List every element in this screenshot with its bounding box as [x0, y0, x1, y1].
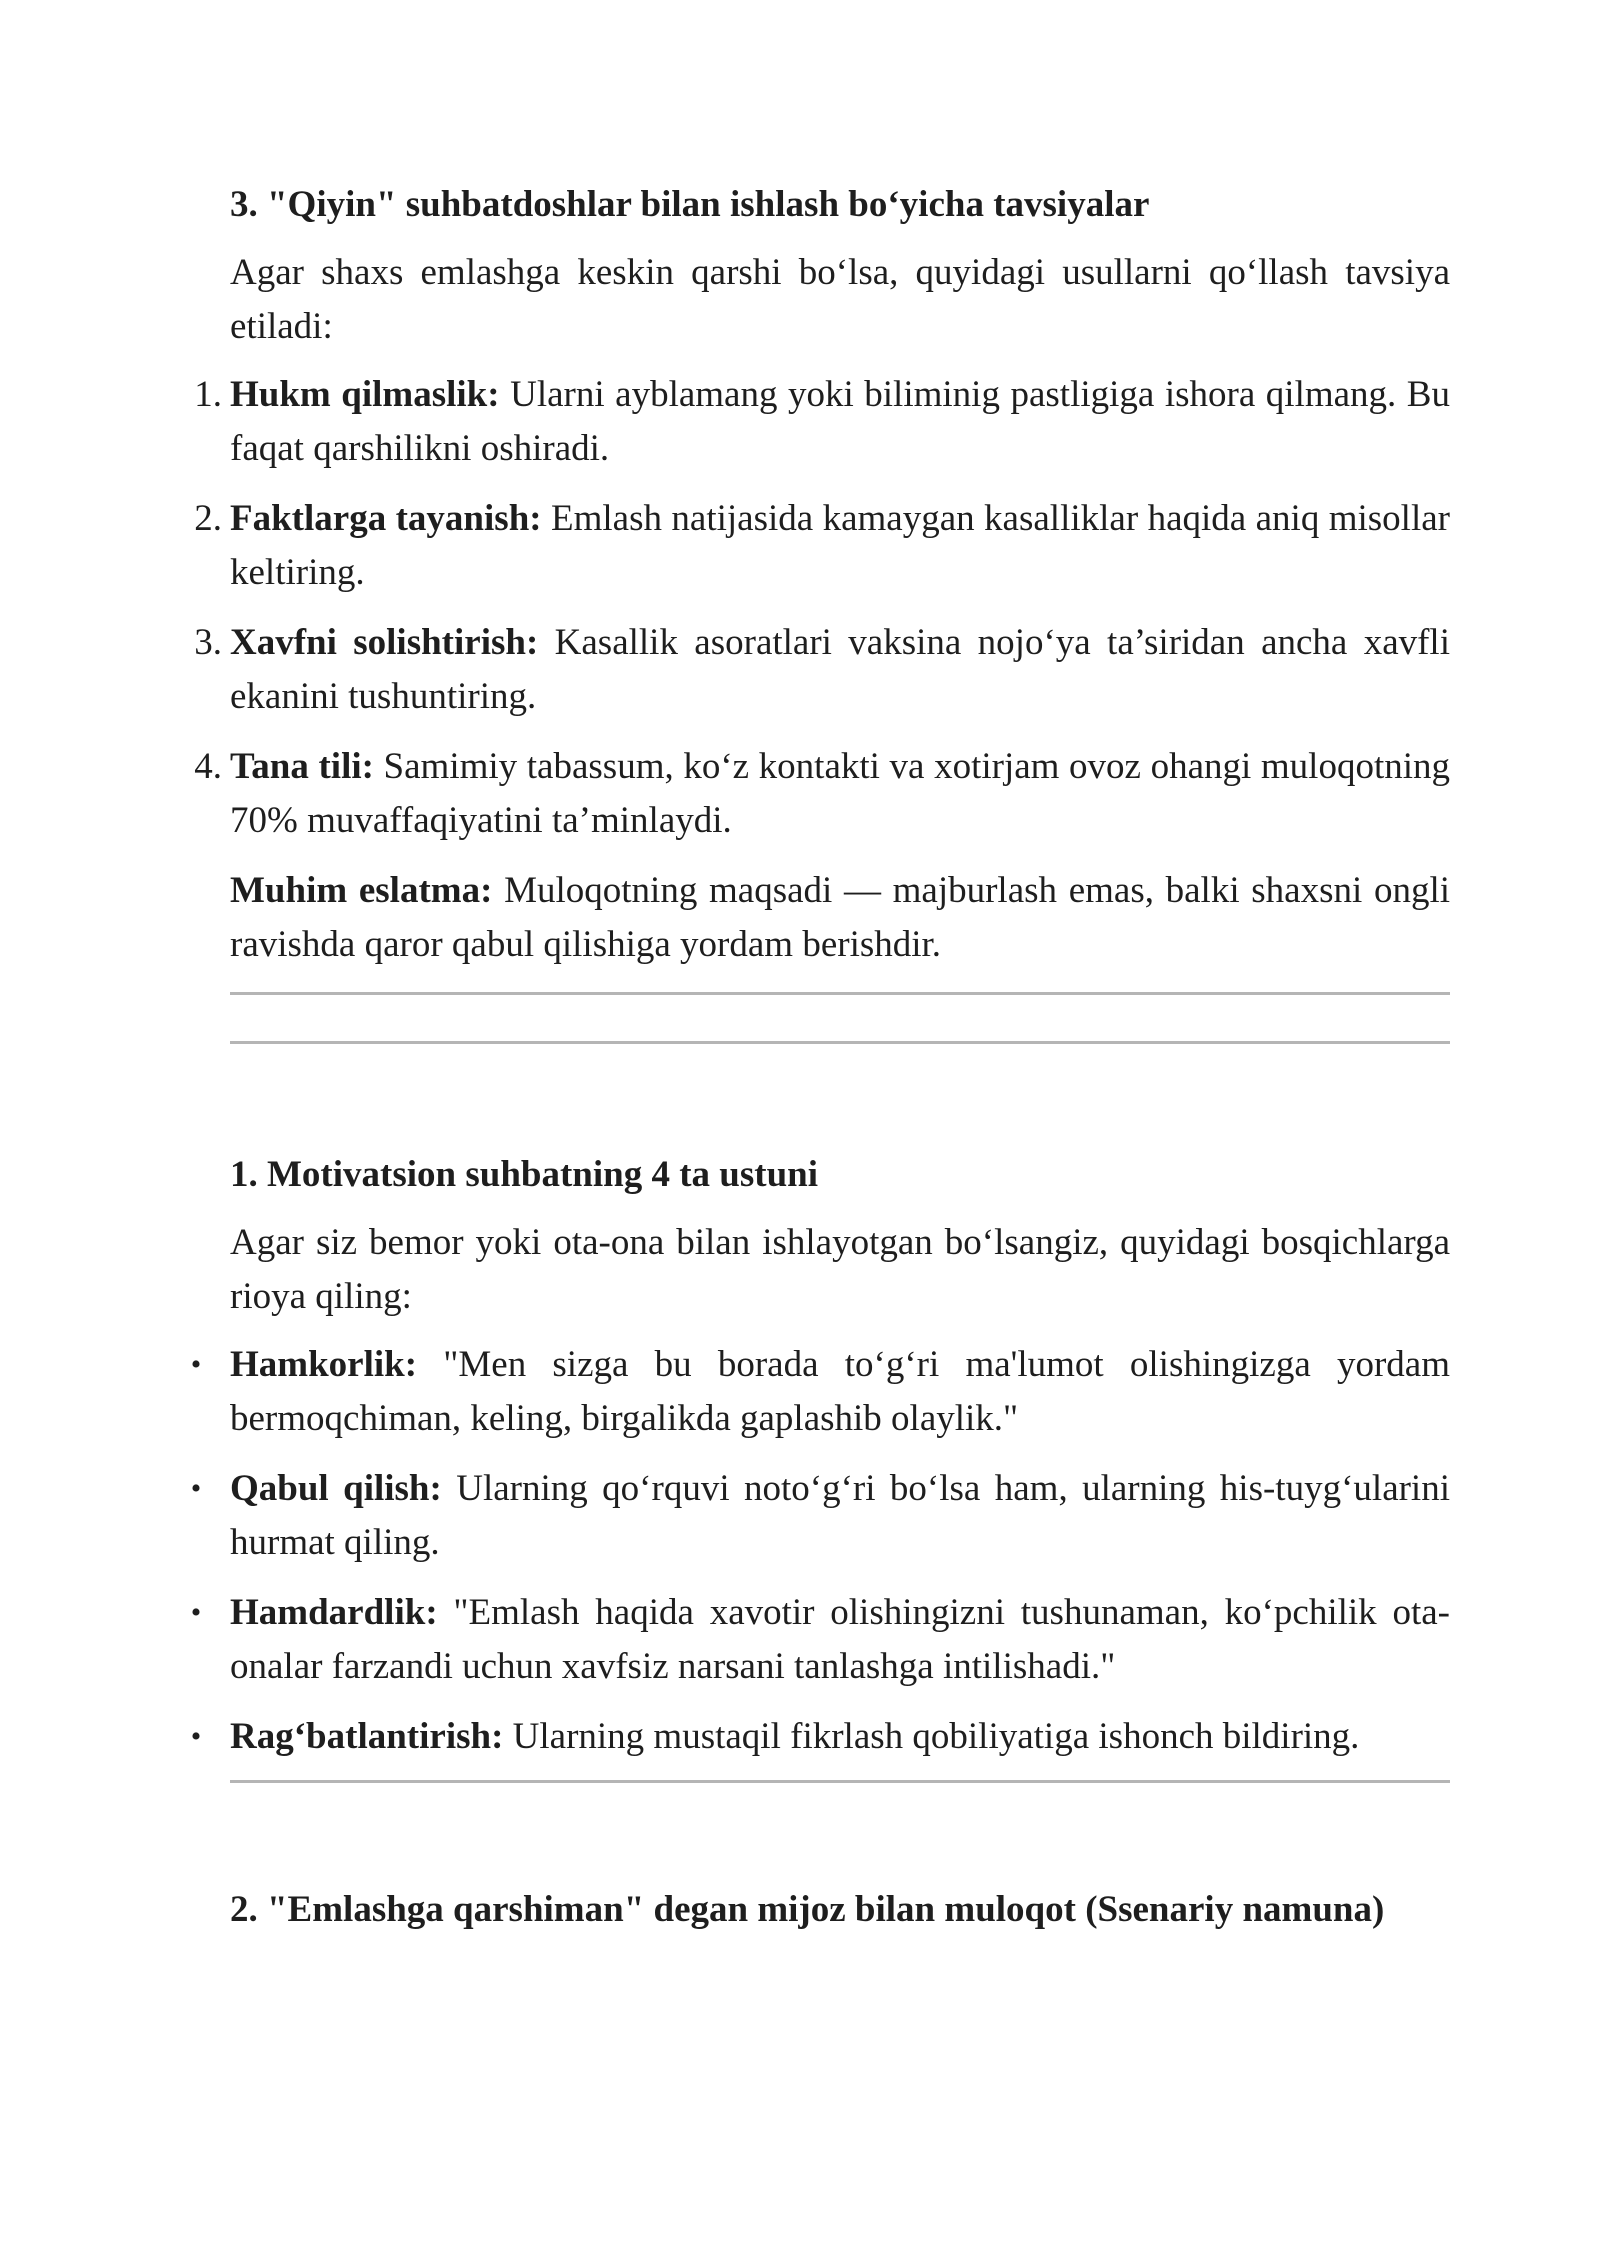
item-term: Faktlarga tayanish: [230, 498, 542, 539]
item-text: Kasallik asoratlari vaksina nojo‘ya ta’siridan ancha xavfli ekanini tushuntiring. [230, 622, 1450, 717]
numbered-list-item [194, 368, 1450, 476]
section-1-intro: Agar siz bemor yoki ota-ona bilan ishlayotgan bo‘lsangiz, quyidagi bosqichlarga rioya qiling: [230, 1222, 1450, 1317]
bullet-list-item [190, 1338, 1450, 1446]
section-3-intro: Agar shaxs emlashga keskin qarshi bo‘lsa, quyidagi usullarni qo‘llash tavsiya etiladi: [230, 252, 1450, 347]
numbered-list-item [194, 492, 1450, 600]
numbered-list-item [194, 740, 1451, 848]
bullet-list-item [190, 1586, 1450, 1694]
item-text: Ularning qo‘rquvi noto‘g‘ri bo‘lsa ham, ularning his-tuyg‘ularini hurmat qiling. [230, 1468, 1450, 1563]
item-term: Hamkorlik: [230, 1344, 418, 1385]
bullet-icon: • [190, 1596, 202, 1629]
item-term: Rag‘batlantirish: [230, 1716, 504, 1757]
note-term: Muhim eslatma: [230, 870, 493, 911]
bullet-icon: • [190, 1720, 202, 1753]
list-number: 2. [194, 498, 222, 539]
list-number: 3. [194, 622, 222, 663]
section-3-heading: 3. "Qiyin" suhbatdoshlar bilan ishlash bo‘yicha tavsiyalar [230, 184, 1150, 225]
horizontal-divider [230, 1780, 1450, 1783]
list-number: 4. [194, 746, 222, 787]
document-content [190, 178, 1451, 1951]
item-term: Tana tili: [230, 746, 374, 787]
item-text: Ularning mustaqil fikrlash qobiliyatiga ishonch bildiring. [503, 1716, 1360, 1757]
numbered-list-item [194, 616, 1450, 724]
section-2-heading: 2. "Emlashga qarshiman" degan mijoz bilan muloqot (Ssenariy namuna) [230, 1889, 1385, 1930]
section-1-bullet-list [190, 1338, 1450, 1764]
section-1-heading: 1. Motivatsion suhbatning 4 ta ustuni [230, 1154, 819, 1195]
item-term: Hamdardlik: [230, 1592, 438, 1633]
bullet-list-item [190, 1710, 1450, 1764]
item-text: Ularni ayblamang yoki biliminig pastligiga ishora qilmang. Bu faqat qarshilikni oshiradi. [230, 374, 1450, 469]
bullet-list-item [190, 1462, 1450, 1570]
bullet-icon: • [190, 1472, 202, 1505]
item-term: Xavfni solishtirish: [230, 622, 539, 663]
section-3-numbered-list [194, 368, 1451, 848]
item-term: Qabul qilish: [230, 1468, 442, 1509]
item-text: "Men sizga bu borada to‘g‘ri ma'lumot olishingizga yordam bermoqchiman, keling, birgalikda gaplashib olaylik." [230, 1344, 1450, 1439]
note-text: Muloqotning maqsadi — majburlash emas, balki shaxsni ongli ravishda qaror qabul qilishiga yordam berishdir. [230, 870, 1451, 965]
horizontal-divider [230, 992, 1450, 995]
list-number: 1. [194, 374, 222, 415]
horizontal-divider [230, 1041, 1450, 1044]
item-term: Hukm qilmaslik: [230, 374, 500, 415]
bullet-icon: • [190, 1348, 202, 1381]
item-text: Samimiy tabassum, ko‘z kontakti va xotirjam ovoz ohangi muloqotning 70% muvaffaqiyatini ta’minlaydi. [230, 746, 1451, 841]
item-text: Emlash natijasida kamaygan kasalliklar haqida aniq misollar keltiring. [230, 498, 1450, 593]
item-text: "Emlash haqida xavotir olishingizni tushunaman, ko‘pchilik ota-onalar farzandi uchun xavfsiz narsani tanlashga intilishadi." [230, 1592, 1450, 1687]
important-note [230, 864, 1450, 972]
